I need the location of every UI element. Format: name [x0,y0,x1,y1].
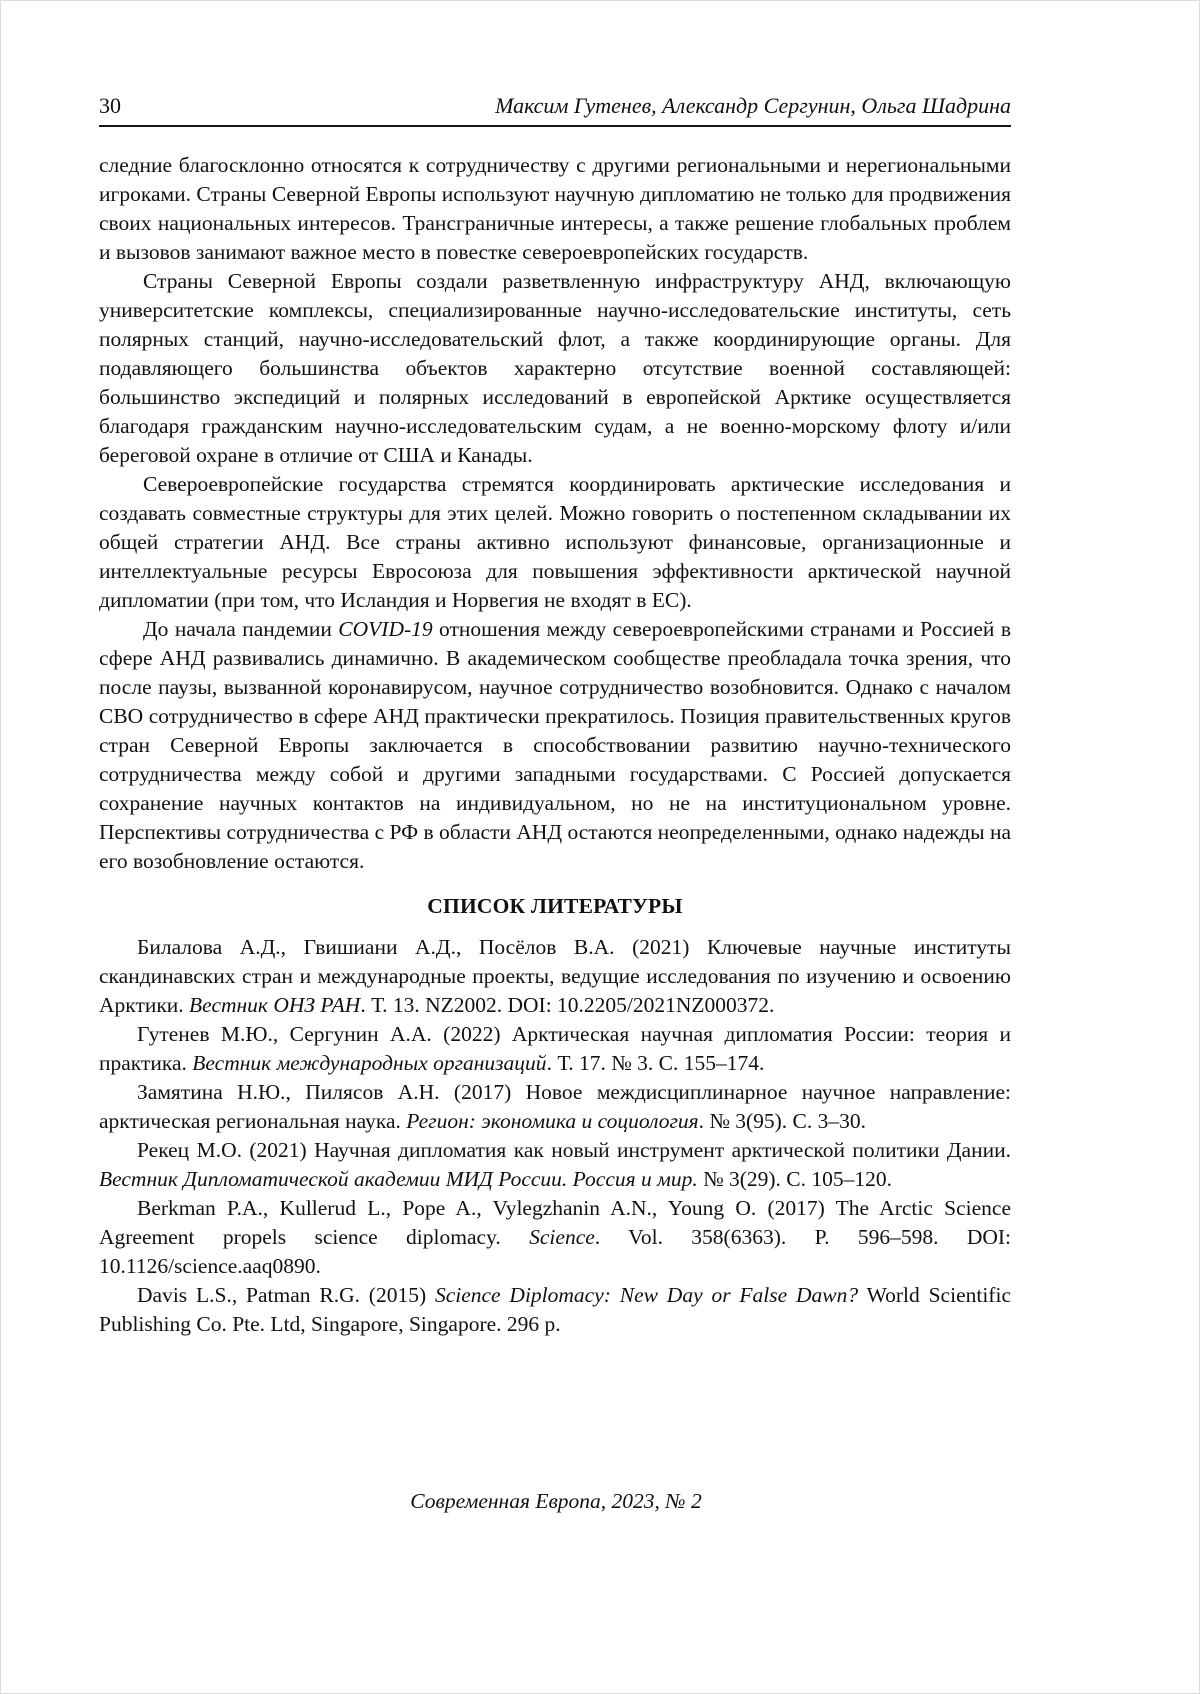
italic-run: Вестник ОНЗ РАН [189,993,361,1017]
body-paragraph [99,470,1011,615]
body-paragraph [99,615,1011,876]
body-paragraph [99,267,1011,470]
italic-run: COVID-19 [338,617,433,641]
running-header [99,93,1011,127]
text-run: . Т. 13. NZ2002. DOI: 10.2205/2021NZ000372. [360,993,775,1017]
text-run: Гутенев М.Ю., Сергунин А.А. (2022) Арктическая научная дипломатия России: теория и практика. [99,1022,1011,1075]
body-paragraph [99,151,1011,267]
text-run: . № 3(95). С. 3–30. [698,1109,867,1133]
references-container [99,933,1011,1339]
references-heading: СПИСОК ЛИТЕРАТУРЫ [427,894,683,918]
text-run: До начала пандемии [143,617,339,641]
text-run: № 3(29). С. 105–120. [697,1167,893,1191]
italic-run: Science Diplomacy: New Day or False Dawn? [434,1283,859,1307]
italic-run: Вестник Дипломатической академии МИД России. Россия и мир. [99,1167,698,1191]
reference-item [99,1078,1011,1136]
reference-item [99,1281,1011,1339]
italic-run: Регион: экономика и социология [406,1109,699,1133]
text-run: Билалова А.Д., Гвишиани А.Д., Посёлов В.А. (2021) Ключевые научные институты скандинавских стран и международные проекты, ведущие исследования по изучению и освоению Арктики. [99,935,1011,1017]
text-run: . Т. 17. № 3. С. 155–174. [546,1051,765,1075]
text-run: Страны Северной Европы создали разветвленную инфраструктуру АНД, включающую университетские комплексы, специализированные научно-исследовательские институты, сеть полярных станций, научно-исследовательский флот, а также координирующие органы. Для подавляющего большинства объектов характерно отсутствие военной составляющей: большинство экспедиций и полярных исследований в европейской Арктике осуществляется благодаря гражданским научно-исследовательским судам, а не военно-морскому флоту и/или береговой охране в отличие от США и Канады. [99,269,1011,467]
reference-item [99,1194,1011,1281]
text-run: World Scientific Publishing Co. Pte. Ltd, Singapore, Singapore. 296 p. [99,1283,1011,1336]
text-run: Рекец М.О. (2021) Научная дипломатия как новый инструмент арктической политики Дании. [137,1138,1011,1162]
reference-item [99,1020,1011,1078]
reference-item [99,1136,1011,1194]
text-run: Североевропейские государства стремятся координировать арктические исследования и создавать совместные структуры для этих целей. Можно говорить о постепенном складывании их общей стратегии АНД. Все страны активно используют финансовые, организационные и интеллектуальные ресурсы Евросоюза для повышения эффективности арктической научной дипломатии (при том, что Исландия и Норвегия не входят в ЕС). [99,472,1011,612]
text-run: отношения между североевропейскими странами и Россией в сфере АНД развивались динамично. В академическом сообществе преобладала точка зрения, что после паузы, вызванной коронавирусом, научное сотрудничество возобновится. Однако с началом СВО сотрудничество в сфере АНД практически прекратилось. Позиция правительственных кругов стран Северной Европы заключается в способствовании развитию научно-технического сотрудничества между собой и другими западными государствами. С Россией допускается сохранение научных контактов на индивидуальном, но не на институциональном уровне. Перспективы сотрудничества с РФ в области АНД остаются неопределенными, однако надежды на его возобновление остаются. [99,617,1011,873]
text-run: Davis L.S., Patman R.G. (2015) [137,1283,435,1307]
text-run: следние благосклонно относятся к сотрудничеству с другими региональными и нерегиональными игроками. Страны Северной Европы используют научную дипломатию не только для продвижения своих национальных интересов. Трансграничные интересы, а также решение глобальных проблем и вызовов занимают важное место в повестке североевропейских государств. [99,153,1011,264]
text-run: . Vol. 358(6363). P. 596–598. DOI: 10.1126/science.aaq0890. [99,1225,1011,1278]
page-footer [99,1487,1013,1516]
running-head-authors: Максим Гутенев, Александр Сергунин, Ольга Шадрина [495,93,1011,118]
italic-run: Вестник международных организаций [192,1051,547,1075]
paragraphs-container [99,151,1011,876]
reference-item [99,933,1011,1020]
text-run: Berkman P.A., Kullerud L., Pope A., Vylegzhanin A.N., Young O. (2017) The Arctic Science Agreement propels science diplomacy. [99,1196,1011,1249]
text-run: Замятина Н.Ю., Пилясов А.Н. (2017) Новое междисциплинарное научное направление: арктическая региональная наука. [99,1080,1011,1133]
italic-run: Science [529,1225,595,1249]
article-body [99,151,1011,1339]
journal-footer-text: Современная Европа, 2023, № 2 [410,1489,702,1513]
page-number: 30 [99,93,121,118]
